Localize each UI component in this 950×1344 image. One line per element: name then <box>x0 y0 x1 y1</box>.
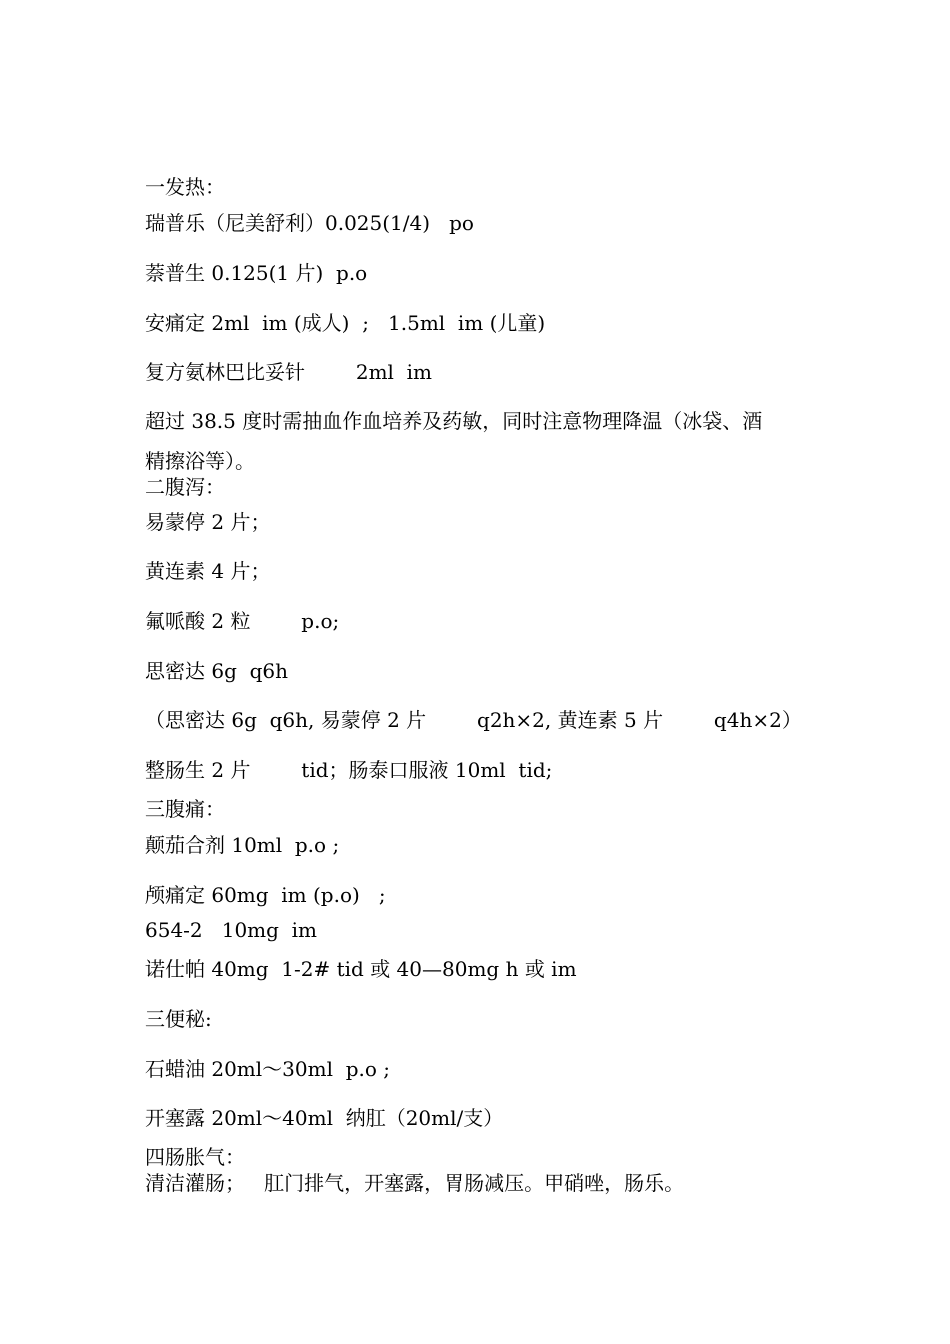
text-line: 石蜡油 20ml～30ml p.o ; <box>145 1057 390 1081</box>
section-heading-diarrhea: 二腹泻： <box>145 475 225 499</box>
text-line: 复方氨林巴比妥针 2ml im <box>145 360 433 384</box>
text-line: 安痛定 2ml im (成人) ; 1.5ml im (儿童) <box>145 311 546 335</box>
section-heading-abdominal-pain: 三腹痛： <box>145 797 225 821</box>
text-line: 颅痛定 60mg im (p.o) ; <box>145 883 386 907</box>
section-heading-constipation: 三便秘: <box>145 1007 212 1031</box>
section-heading-fever: 一发热： <box>145 175 225 199</box>
text-line: 654-2 10mg im <box>145 918 318 942</box>
text-line: 开塞露 20ml～40ml 纳肛（20ml/支） <box>145 1106 504 1130</box>
text-line: 萘普生 0.125(1 片) p.o <box>145 261 368 285</box>
text-line: 精擦浴等）。 <box>145 449 255 473</box>
text-line: 清洁灌肠； 肛门排气，开塞露，胃肠减压。甲硝唑，肠乐。 <box>145 1171 685 1195</box>
text-line: 颠茄合剂 10ml p.o ; <box>145 833 340 857</box>
section-heading-flatulence: 四肠胀气： <box>145 1145 245 1169</box>
text-line: 易蒙停 2 片； <box>145 510 271 534</box>
text-line: 思密达 6g q6h <box>145 659 289 683</box>
text-line: （思密达 6g q6h, 易蒙停 2 片 q2h×2, 黄连素 5 片 q4h×2） <box>145 708 802 732</box>
text-line: 整肠生 2 片 tid；肠泰口服液 10ml tid; <box>145 758 553 782</box>
text-line: 瑞普乐（尼美舒利）0.025(1/4) po <box>145 211 474 235</box>
text-line: 氟哌酸 2 粒 p.o; <box>145 609 340 633</box>
text-line: 诺仕帕 40mg 1-2# tid 或 40—80mg h 或 im <box>145 957 577 981</box>
text-line: 超过 38.5 度时需抽血作血培养及药敏，同时注意物理降温（冰袋、酒 <box>145 409 763 433</box>
text-line: 黄连素 4 片； <box>145 559 271 583</box>
